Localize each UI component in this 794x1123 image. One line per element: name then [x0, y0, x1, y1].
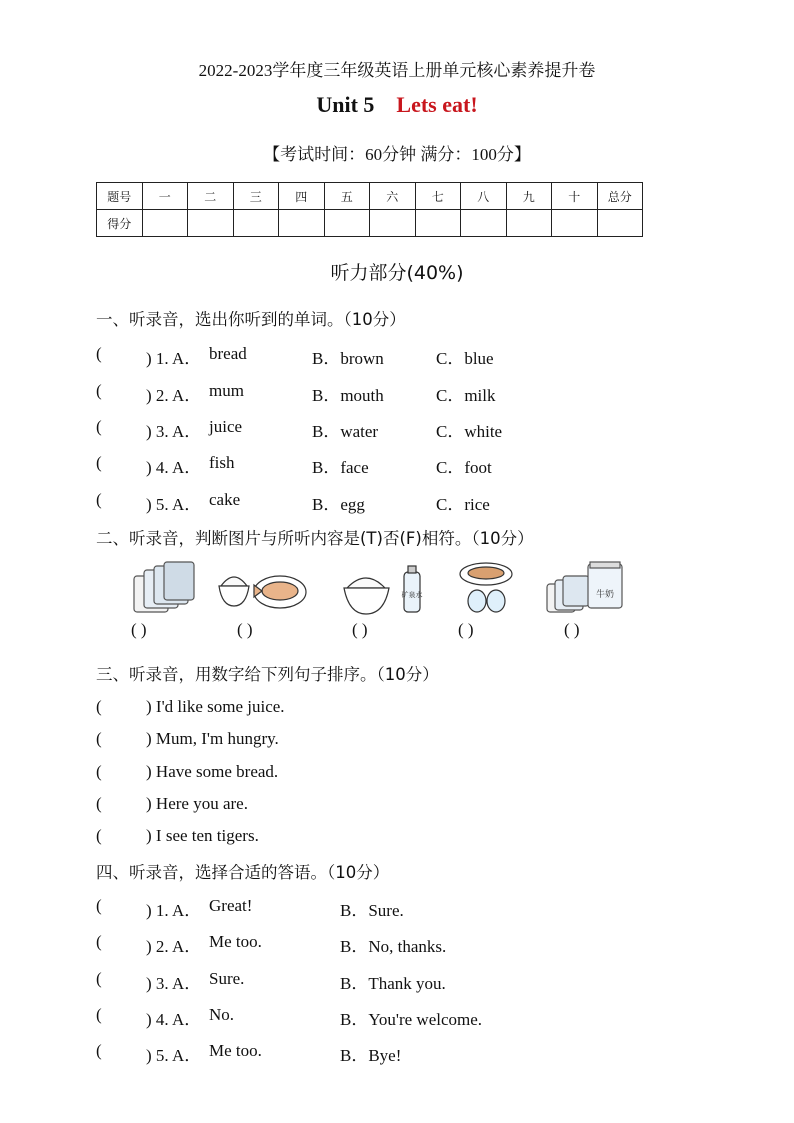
answer-paren[interactable]: (: [96, 729, 102, 748]
answer-blank[interactable]: ( ): [131, 620, 147, 639]
sentence-text: ) Mum, I'm hungry.: [146, 729, 279, 748]
score-input-cell[interactable]: [506, 210, 552, 237]
section-title: 听力部分(40%): [330, 262, 464, 284]
question-number: ) 2. A．: [146, 386, 202, 405]
option-a: Me too.: [209, 1041, 262, 1060]
answer-paren[interactable]: (: [96, 762, 102, 781]
table-cell: 六: [370, 183, 416, 210]
option-b: B．Thank you.: [340, 974, 446, 993]
score-table-score-row: [97, 210, 643, 237]
answer-blank[interactable]: ( ): [237, 620, 253, 639]
question-number: ) 5. A．: [146, 1046, 202, 1065]
answer-paren[interactable]: (: [96, 381, 102, 400]
part4-heading: 四、听录音，选择合适的答语。（10分）: [96, 863, 390, 882]
option-a: No.: [209, 1005, 235, 1024]
score-input-cell[interactable]: [188, 210, 234, 237]
score-input-cell[interactable]: [370, 210, 416, 237]
rice-and-water-picture: [344, 566, 423, 614]
table-cell: 一: [142, 183, 188, 210]
answer-blank[interactable]: ( ): [564, 620, 580, 639]
question-number: ) 3. A．: [146, 974, 202, 993]
table-cell: 九: [506, 183, 552, 210]
option-b: B．No, thanks.: [340, 937, 447, 956]
option-b: B．Bye!: [340, 1046, 402, 1065]
score-input-cell[interactable]: [415, 210, 461, 237]
answer-paren[interactable]: (: [96, 932, 102, 951]
option-a: Sure.: [209, 969, 245, 988]
table-cell: 十: [552, 183, 598, 210]
part2-heading: 二、听录音，判断图片与所听内容是(T)否(F)相符。（10分）: [96, 529, 534, 548]
option-a: mum: [209, 381, 244, 400]
answer-paren[interactable]: (: [96, 969, 102, 988]
answer-blank[interactable]: ( ): [352, 620, 368, 639]
answer-paren[interactable]: (: [96, 1005, 102, 1024]
document-title: 2022-2023学年度三年级英语上册单元核心素养提升卷: [198, 61, 596, 80]
part1-heading: 一、听录音，选出你听到的单词。（10分）: [96, 310, 406, 329]
option-b: B．egg: [312, 495, 365, 514]
option-c: C．rice: [436, 495, 490, 514]
answer-blank[interactable]: ( ): [458, 620, 474, 639]
answer-paren[interactable]: (: [96, 794, 102, 813]
option-c: C．foot: [436, 458, 492, 477]
option-c: C．blue: [436, 349, 494, 368]
sentence-text: ) Have some bread.: [146, 762, 279, 781]
answer-paren[interactable]: (: [96, 1041, 102, 1060]
answer-paren[interactable]: (: [96, 490, 102, 509]
option-a: juice: [209, 417, 243, 436]
exam-info: 【考试时间：60分钟 满分：100分】: [263, 145, 531, 164]
pictures-strip: [0, 558, 794, 628]
sentence-text: ) I see ten tigers.: [146, 826, 259, 845]
sentence-text: ) Here you are.: [146, 794, 248, 813]
fish-and-eggs-picture: [460, 563, 512, 612]
option-b: B．You're welcome.: [340, 1010, 483, 1029]
score-table-header-row: [97, 183, 643, 210]
score-input-cell[interactable]: [552, 210, 598, 237]
option-a: Great!: [209, 896, 253, 915]
table-cell: 七: [415, 183, 461, 210]
score-input-cell[interactable]: [233, 210, 279, 237]
option-b: B．mouth: [312, 386, 384, 405]
question-number: ) 5. A．: [146, 495, 202, 514]
rice-and-fish-picture: [219, 576, 306, 608]
option-a: fish: [209, 453, 235, 472]
question-number: ) 3. A．: [146, 422, 202, 441]
milk-label: 牛奶: [595, 590, 615, 600]
unit-title: [0, 92, 794, 118]
option-b: B．Sure.: [340, 901, 404, 920]
option-b: B．brown: [312, 349, 384, 368]
bread-picture: [134, 562, 194, 612]
option-c: C．milk: [436, 386, 496, 405]
table-cell: 二: [188, 183, 234, 210]
water-label: 矿泉水: [401, 591, 423, 599]
table-cell: 得分: [97, 210, 143, 237]
question-number: ) 4. A．: [146, 1010, 202, 1029]
option-c: C．white: [436, 422, 503, 441]
table-cell: 五: [324, 183, 370, 210]
table-cell: 总分: [597, 183, 643, 210]
table-cell: 八: [461, 183, 507, 210]
unit-number: Unit 5: [316, 92, 375, 117]
score-input-cell[interactable]: [597, 210, 643, 237]
score-input-cell[interactable]: [279, 210, 325, 237]
option-b: B．face: [312, 458, 369, 477]
table-cell: 四: [279, 183, 325, 210]
answer-paren[interactable]: (: [96, 344, 102, 363]
question-number: ) 1. A．: [146, 901, 202, 920]
option-a: bread: [209, 344, 247, 363]
unit-name: Lets eat!: [396, 92, 478, 117]
option-a: cake: [209, 490, 241, 509]
score-input-cell[interactable]: [324, 210, 370, 237]
option-b: B．water: [312, 422, 379, 441]
answer-paren[interactable]: (: [96, 826, 102, 845]
question-number: ) 4. A．: [146, 458, 202, 477]
score-input-cell[interactable]: [142, 210, 188, 237]
option-a: Me too.: [209, 932, 262, 951]
question-number: ) 2. A．: [146, 937, 202, 956]
answer-paren[interactable]: (: [96, 896, 102, 915]
sentence-text: ) I'd like some juice.: [146, 697, 285, 716]
bread-and-milk-picture: [547, 562, 622, 612]
answer-paren[interactable]: (: [96, 417, 102, 436]
score-input-cell[interactable]: [461, 210, 507, 237]
question-number: ) 1. A．: [146, 349, 202, 368]
table-cell: 三: [233, 183, 279, 210]
answer-paren[interactable]: (: [96, 697, 102, 716]
answer-paren[interactable]: (: [96, 453, 102, 472]
score-table: [96, 182, 643, 237]
table-cell: 题号: [97, 183, 143, 210]
part3-heading: 三、听录音，用数字给下列句子排序。（10分）: [96, 665, 439, 684]
